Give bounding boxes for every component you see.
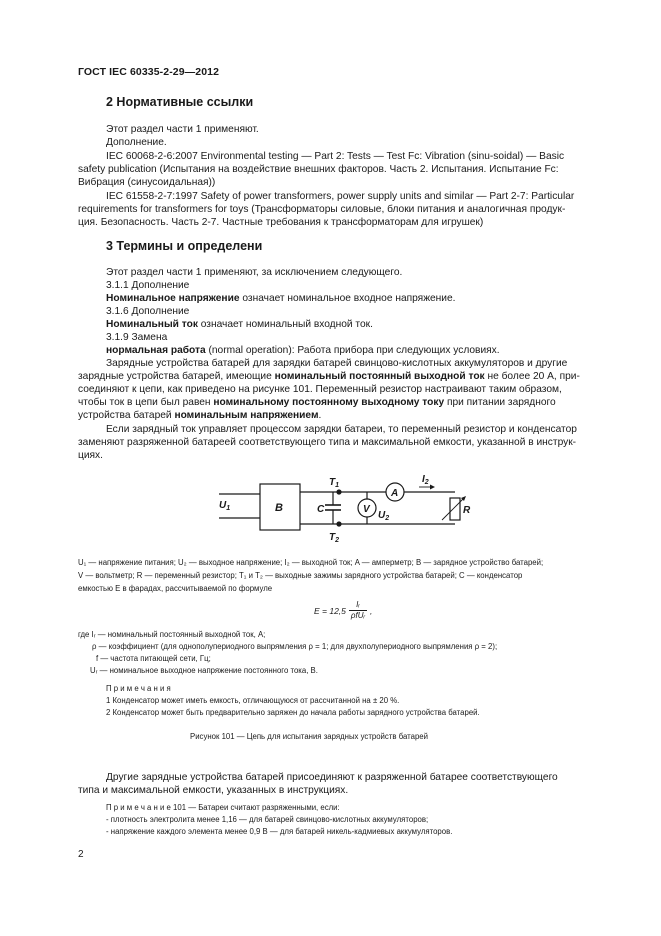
legend-line-2: V — вольтметр; R — переменный резистор; T₁ и T₂ — выходные зажимы зарядного устройства батарей; C — конденсатор: [78, 571, 523, 580]
where-line-3: f — частота питающей сети, Гц;: [96, 654, 211, 663]
s2-paragraph-2: Дополнение.: [106, 137, 167, 148]
label-t2: $T_2$: [329, 532, 340, 544]
note-101-item-1: - плотность электролита менее 1,16 — для батарей свинцово-кислотных аккумуляторов;: [106, 815, 429, 824]
s2-ref2-line3: ция. Безопасность. Часть 2-7. Частные требования к трансформаторам для игрушек): [78, 217, 484, 228]
term-rated-voltage: Номинальное напряжение означает номинальное входное напряжение.: [106, 293, 456, 304]
s3-para1-line3: соединяют к цепи, как приведено на рисунке 101. Переменный резистор настраивают таким образом,: [78, 384, 562, 395]
label-a: A: [391, 488, 399, 499]
label-r: R: [463, 505, 471, 516]
formula-end: ,: [370, 605, 373, 616]
s2-ref1-line3: Вибрация (синусоидальная)): [78, 177, 216, 188]
legend-line-3: емкостью E в фарадах, рассчитываемой по формуле: [78, 584, 273, 593]
s3-para1-line1: Зарядные устройства батарей для зарядки батарей свинцово-кислотных аккумуляторов и другие: [106, 358, 568, 369]
s3-para2-line1: Если зарядный ток управляет процессом зарядки батареи, то переменный резистор и конденсатор: [106, 424, 577, 435]
s2-paragraph-1: Этот раздел части 1 применяют.: [106, 124, 259, 135]
legend-line-1: U₁ — напряжение питания; U₂ — выходное напряжение; I₂ — выходной ток; A — амперметр; B — зарядное устройство батарей;: [78, 558, 544, 567]
label-u2: $U_2$: [378, 510, 390, 522]
label-t1: $T_1$: [329, 477, 340, 489]
formula-numerator: Iᵣ: [356, 600, 360, 609]
s3-para1-line5: устройства батарей номинальным напряжением.: [78, 410, 322, 421]
tail-para-line2: типа и максимальной емкости, указанных в инструкциях.: [78, 785, 349, 796]
term-rated-current: Номинальный ток означает номинальный входной ток.: [106, 319, 373, 330]
label-c: C: [317, 504, 325, 515]
label-v: V: [363, 504, 370, 515]
label-u1: $U_1$: [219, 500, 231, 512]
label-b: B: [275, 502, 283, 514]
s2-ref2-line1: IEC 61558-2-7:1997 Safety of power transformers, power supply units and similar — Part 2-7: Particular: [106, 191, 575, 202]
note-101: [106, 802, 340, 813]
clause-3-1-1: 3.1.1 Дополнение: [106, 280, 190, 291]
s3-para2-line3: циях.: [78, 450, 103, 461]
clause-3-1-6: 3.1.6 Дополнение: [106, 306, 190, 317]
document-header: ГОСТ IEC 60335-2-29—2012: [78, 66, 220, 78]
terminal-t2: [337, 522, 341, 526]
note-101-title: П р и м е ч а н и е 101: [106, 803, 187, 812]
note-1: 1 Конденсатор может иметь емкость, отличающуюся от рассчитанной на ± 20 %.: [106, 696, 400, 705]
formula-fraction: [349, 600, 367, 621]
capacitance-formula: [314, 600, 372, 621]
note-101-item-2: - напряжение каждого элемента менее 0,9 В — для батарей никель-кадмиевых аккумуляторов.: [106, 827, 453, 836]
s2-ref2-line2: requirements for transformers for toys (Трансформаторы силовые, блоки питания и аналогичная продук-: [78, 204, 566, 215]
where-line-1: где Iᵣ — номинальный постоянный выходной ток, А;: [78, 630, 266, 639]
s2-ref1-line1: IEC 60068-2-6:2007 Environmental testing — Part 2: Tests — Test Fc: Vibration (sinu-soidal) — Basic: [106, 151, 565, 162]
note-101-text: — Батареи считают разряженными, если:: [186, 803, 340, 812]
note-2: 2 Конденсатор может быть предварительно заряжен до начала работы зарядного устройства батарей.: [106, 708, 480, 717]
page-number: 2: [78, 849, 84, 860]
notes-title: П р и м е ч а н и я: [106, 684, 171, 693]
terminal-t1: [337, 490, 341, 494]
tail-para-line1: Другие зарядные устройства батарей присоединяют к разряженной батарее соответствующего: [106, 772, 558, 783]
s3-para2-line2: заменяют разряженной батареей соответствующего типа и максимальной емкости, указанной в инструк-: [78, 437, 577, 448]
figure-caption: Рисунок 101 — Цепь для испытания зарядных устройств батарей: [190, 732, 428, 741]
formula-lhs: E = 12,5: [314, 605, 346, 616]
s2-ref1-line2: safety publication (Испытания на воздействие внешних факторов. Часть 2. Испытания. Испытание Fc:: [78, 164, 559, 175]
formula-denominator: ρfUᵣ: [350, 611, 366, 620]
s3-para1-line4: чтобы ток в цепи был равен номинальному постоянному выходному току при питании зарядного: [78, 397, 556, 408]
clause-3-1-9: 3.1.9 Замена: [106, 332, 168, 343]
s3-para1-line2: зарядные устройства батарей, имеющие номинальный постоянный выходной ток не более 20 А, при-: [78, 371, 580, 382]
section-2-title: 2 Нормативные ссылки: [106, 95, 254, 109]
where-line-4: Uᵣ — номинальное выходное напряжение постоянного тока, В.: [90, 666, 318, 675]
term-normal-operation: нормальная работа (normal operation): Работа прибора при следующих условиях.: [106, 345, 500, 356]
section-3-title: 3 Термины и определени: [106, 239, 263, 253]
label-i2: $I_2$: [422, 474, 429, 486]
s3-paragraph-1: Этот раздел части 1 применяют, за исключением следующего.: [106, 267, 403, 278]
where-line-2: ρ — коэффициент (для однополупериодного выпрямления ρ = 1; для двухполупериодного выпрямления ρ = 2);: [92, 642, 498, 651]
variable-resistor: [450, 498, 460, 520]
circuit-diagram: [215, 466, 487, 546]
